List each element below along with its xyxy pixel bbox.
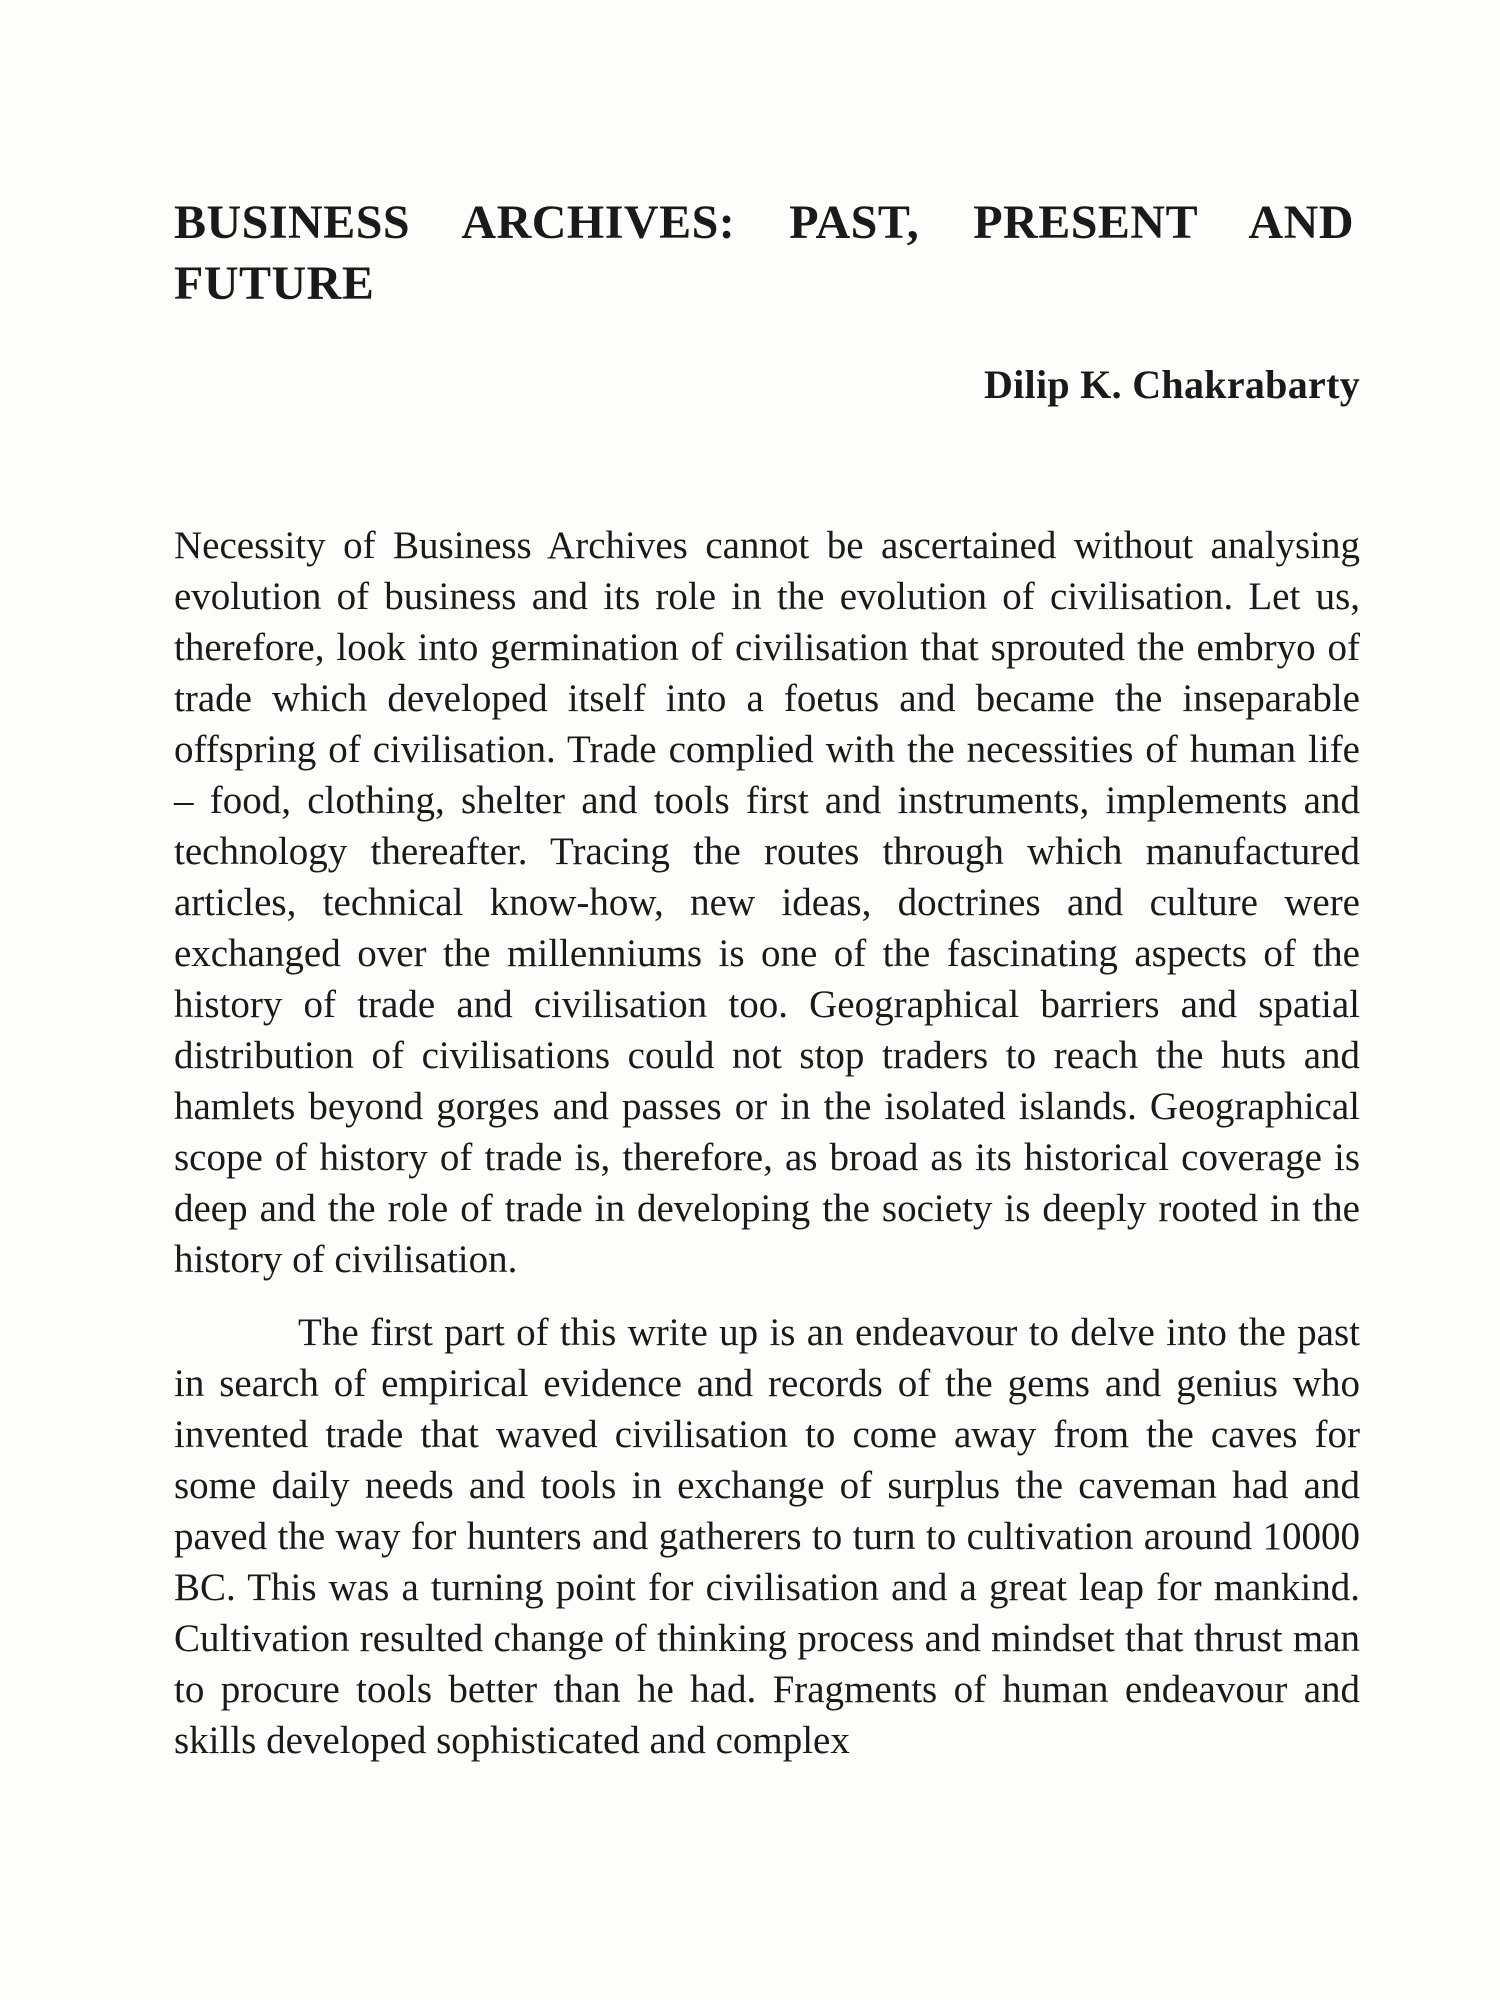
paragraph-2: The first part of this write up is an endeavour to delve into the past in search of empirical evidence and records of the gems and genius who invented trade that waved civilisation to come away from the caves for some daily needs and tools in exchange of surplus the caveman had and paved the way for hunters and gatherers to turn to cultivation around 10000 BC. This was a turning point for civilisation and a great leap for mankind. Cultivation resulted change of thinking process and mindset that thrust man to procure tools better than he had. Fragments of human endeavour and skills developed sophisticated and complex: [174, 1311, 1360, 1762]
paragraph-1: Necessity of Business Archives cannot be ascertained without analysing evolution of business and its role in the evolution of civilisation. Let us, therefore, look into germination of civilisation that sprouted the embryo of trade which developed itself into a foetus and became the inseparable offspring of civilisation. Trade complied with the necessities of human life – food, clothing, shelter and tools first and instruments, implements and technology thereafter. Tracing the routes through which manufactured articles, technical know-how, new ideas, doctrines and culture were exchanged over the millenniums is one of the fascinating aspects of the history of trade and civilisation too. Geographical barriers and spatial distribution of civilisations could not stop traders to reach the huts and hamlets beyond gorges and passes or in the isolated islands. Geographical scope of history of trade is, therefore, as broad as its historical coverage is deep and the role of trade in developing the society is deeply rooted in the history of civilisation.: [174, 524, 1360, 1281]
article-body: [174, 520, 1360, 1766]
article-title: BUSINESS ARCHIVES: PAST, PRESENT AND FUTURE: [174, 196, 1354, 310]
author-name: Dilip K. Chakrabarty: [983, 362, 1360, 407]
